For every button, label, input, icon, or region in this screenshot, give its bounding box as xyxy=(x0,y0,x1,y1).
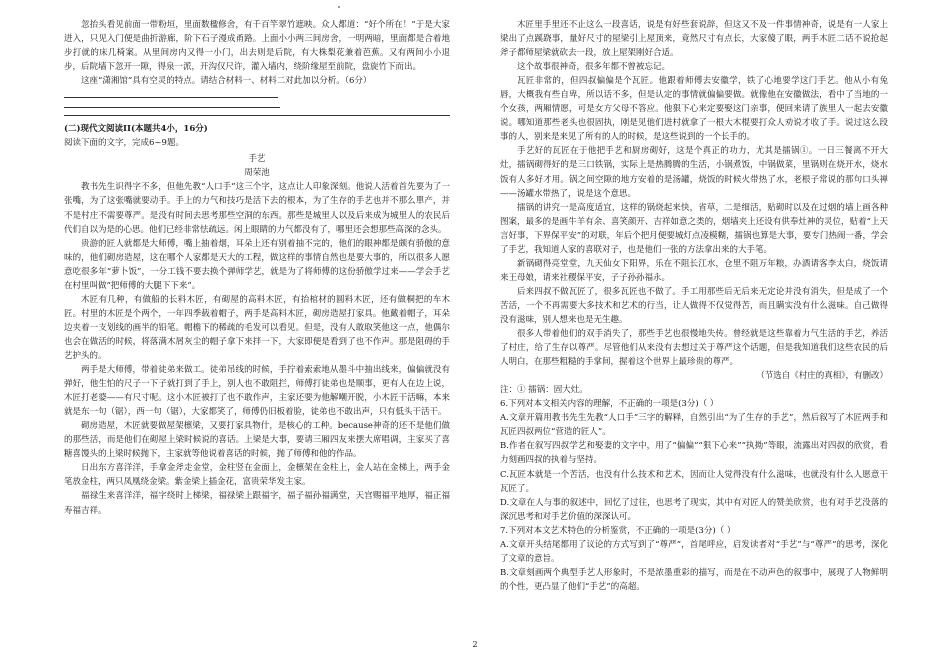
prev-question: 这座“潇湘馆”具有空灵的特点。请结合材料一、材料二对此加以分析。（6分） xyxy=(81,76,372,87)
question-option: B.文章刻画两个典型手艺人形象时，不是浓墨重彩的描写，而是在不动声色的叙事中，展现了人物鲜明的个性，更凸显了他们“手艺”的高超。 xyxy=(500,567,888,592)
footnote: 注：① 擂锅：固大灶。 xyxy=(500,385,588,396)
right-column xyxy=(500,18,888,594)
question-option: D.文章在人与事的叙述中，回忆了过往，也思考了现实，其中有对匠人的赞美欣赏，也有对手艺没落的深沉思考和对手艺价值的深深认可。 xyxy=(500,497,888,522)
passage-paragraph: 这个故事很神奇，很多年都不曾被忘记。 xyxy=(517,62,671,73)
question-option: C.瓦匠本就是一个苦活，也没有什么技术和艺术，因而让人觉得没有什么滋味，也就没有什么人愿意干瓦匠了。 xyxy=(500,469,888,494)
answer-line[interactable] xyxy=(64,115,450,116)
passage-paragraph: 砌房造屋，木匠就要做屋架檩梁，又要打家具物什，是核心的工种。because神奇的还不是他们做的那些活，而是他们在砌屋上梁时候说的喜话。上梁是大事，要请三厢四友来摆大席唱调，主家买了喜糖喜馒头的上梁时候抛下，主家就等他说着喜话的时候，抛了师傅和他的作品。 xyxy=(64,421,450,460)
passage-author: 周荣池 xyxy=(244,168,270,179)
prev-passage-paragraph: 忽抬头看见前面一带粉垣，里面数楹修舍，有千百竿翠竹遮映。众人都道：“好个所在！”于是大家进入，只见入门便是曲折游廊，阶下石子漫成甬路。上面小小两三间房舍，一明两暗，里面都是合着地步打就的床几椅案。从里间房内又得一小门，出去则是后院，有大株梨花兼着芭蕉。又有两间小小退步，后院墙下忽开一隙，得泉一派，开沟仅尺许，灌入墙内，绕阶缘屋至前院，盘旋竹下而出。 xyxy=(64,20,450,73)
passage-paragraph: 新锅砌得亮堂堂，九天仙女下阳界，乐在不阻长江水，仓里不阻万年粮，办酒请客李太白，烧饭请来王母娘，请来社稷保平安，子子孙孙福永。 xyxy=(500,258,888,283)
passage-paragraph: 木匠里手里还不止这么一段喜话，说是有好些套说辞，但这又不及一件事情神奇，说是有一人家上梁出了点蹊跷事，量好尺寸的屋梁引上屋顶来，竟然尺寸有点长，大家傻了眼，两手木匠二话不说抢起斧子都师屋梁就砍去一段，放上屋架刚好合适。 xyxy=(500,20,888,59)
passage-paragraph: 很多人带着他们的双手消失了，那些手艺也很慢地失传。曾经就是这些靠着力气生活的手艺，养活了村庄，给了生存以尊严。尽管他们从来没有去想过关于尊严这个话题，但是我知道我们这些农民的后人明白，在那些粗糙的手掌间，握着这个世界上最珍贵的尊严。 xyxy=(500,329,888,368)
passage-paragraph: 福禄生来喜洋洋，福字绕时上梯梁，福禄梁上跟福字，福子福孙福满堂，天宫赐福平地厚，福正福寿福吉祥。 xyxy=(64,491,450,516)
answer-line[interactable] xyxy=(64,107,280,108)
passage-paragraph: 两手是大师傅，带着徒弟来做工。徒弟吊线的时候，手拧着索索地从墨斗中抽出线来，偏偏就没有弹好，他生怕的尺子一下子就打到了手上，别人也不敢阻拦，师傅打徒弟也是顺事，更有人在边上说，木匠打老婆——有尺寸呢。这小木匠被打了也不敢作声，主家还要为他解嘲开脱，小木匠干活嘛，本来就是东一句（锯），西一句（锯），大家都笑了，师傅仍旧板着脸，徒弟也不敢出声，只有低头干活干。 xyxy=(64,365,450,418)
passage-source: （节选自《村庄的真相》，有删改） xyxy=(756,371,888,382)
section-title: (二)现代文阅读II(本题共4小，16分) xyxy=(64,124,208,135)
question-stem: 7.下列对本文艺术特色的分析鉴赏，不正确的一项是(3分)（ ） xyxy=(500,525,736,536)
passage-paragraph: 擂锅的讲究一是高度适宜，这样的锅烧起来快，省草，二是细活，贴砌时以及在过烟的墙上画各种图案，最多的是画牛羊有余、喜笑颜开、吉祥如意之类的，烟墙夹上还设有供奉灶神的灵位，贴着“上天言好事，下界保平安”的对联，年后个把月便要城灯点凌模糊，擂锅也算是大事，要专门热闹一番，学会了手艺，我知道人家的喜联对子，也是他们一张的方法拿出来的大手笔。 xyxy=(500,202,888,255)
question-stem: 6.下列对本文相关内容的理解，不正确的一项是(3分)（ ） xyxy=(500,399,719,410)
questions xyxy=(500,397,888,594)
question-option: A.文章开头结尾都用了议论的方式写到了“尊严”，首尾呼应，启发读者对“手艺”与“尊严”的思考，深化了文章的意旨。 xyxy=(500,539,888,564)
page-number: 2 xyxy=(472,640,478,649)
scan-mark xyxy=(338,6,340,8)
question-option: B.作者在叙写四叔学艺和娶妻的文字中，用了“偏偏”“狠下心来”“执拗”等眼，流露出对四叔的欣赏，看力刻画四叔的执着与坚持。 xyxy=(500,441,888,466)
passage-paragraph: 木匠有几种，有做船的长料木匠，有砌屋的高料木匠，有抬棺材的圆料木匠，还有做桐把的车木匠。村里的木匠是个两个，一年四季载着帽子，两手是高料木匠，砌房造屋打家具。他戴着帽子，耳朵边夹着一支划线的画半的铅笔。帽檐下的稀疏的毛发可以看见。但是，没有人敢取笑他这一点，他偶尔也会在做活的时候，将落满木屑灰尘的帽子拿下来拌一下，大家即便是看到了也不作声。那是阻碍的手艺护头的。 xyxy=(64,294,450,361)
passage-paragraph: 日出东方喜洋洋，手拿金斧走金堂，金柱竖在金面上，金檩架在金柱上，金人站在金梯上，两手金笔放金柱，两只凤凰绕金梁。紫金梁上插金花，富贵荣华发主家。 xyxy=(64,463,450,488)
passage-title: 手艺 xyxy=(248,154,266,165)
passage-paragraph: 贵游的匠人就都是大师傅，嘴上抽着烟，耳朵上还有别着抽不完的，他们的眼神都是颇有骄傲的意味的，他们砌房造屋，这在哪个人家都是天大的工程，做这样的事情自然也是要大事的，所以很多人愿意吃很多年“萝卜饭”，一分工钱不要去换个弹师学艺，就是为了将师傅的这份骄傲学过来——学会手艺在村里叫做“把师傅的大腿下下来”。 xyxy=(64,238,450,291)
passage-paragraph: 瓦匠非常的，但四叔偏偏是个瓦匠。他跟着师傅去安徽学，铁了心地要学这门手艺。他从小有兔唇，大概我有些自卑，所以话不多，但是认定的事情就偏偏要做。就像他在安徽做法，看中了当地的一个女孩，两厢情愿，可是女方父母不答应。他狠下心来定要娶这门亲事，便回来请了族里人一起去安徽说。哪知道那些老头也很固执，刚是见他们进村就拿了一根大木棍要打众人劝说才收了手。说过这么段事的人，别来是来见了所有的人的时候，是这些说到的一个长手的。 xyxy=(500,76,888,143)
left-column xyxy=(64,18,450,518)
passage-paragraph: 教书先生识得字不多，但他先教“人口手”这三个字，这点让人印象深刻。他说人活着首先要为了一张嘴，为了这张嘴就要动手。手上的力气和技巧是活下去的根本，为了生存的手艺也并不那么單产，并不是村庄不需要尊严。是没有时间去思考那些空洞的东西。那些是城里人以及后来成为城里人的农民后代们自以为是的心思。他们已经非常怯疏远。闲上眼睛的力气都没有了，哪里还会想那些高深的念头。 xyxy=(64,182,450,235)
passage-paragraph: 后来四叔不做瓦匠了，很多瓦匠也不做了。手工用那些后无后来无定论并没有消失，但是成了一个苦活，一个不再需要大多技术和艺术的行当，让人做得不仅觉得苦，而且瞒实没有什么滋味。自己做得没有滋味，别人想来也是无生趣。 xyxy=(500,286,888,325)
question-option: A.文章开篇用教书先生先教“人口手”三字的解释，自然引出“为了生存的手艺”，然后叙写了木匠两手和瓦匠四叔两位“营造的匠人”。 xyxy=(500,413,888,438)
answer-line[interactable] xyxy=(64,97,278,98)
reading-instruction: 阅读下面的文字，完成6~9题。 xyxy=(64,138,184,149)
passage-paragraph: 手艺好的瓦匠在于他把手艺和厨房砌好，这是个真正的功力，尤其是擂锅①。一日三餐离不开大灶，擂锅砌得好的是三口铁锅，实际上是热腾腾的生活，小锅煮饭，中锅做菜，里锅则在烧开水，烧水饭有人多好才用。锅之间空隙的地方安着的是汤罐，烧饭的时候火带热了水，老根子常说的那句口头禅——汤罐水带热了，说是这个意思。 xyxy=(500,146,888,199)
